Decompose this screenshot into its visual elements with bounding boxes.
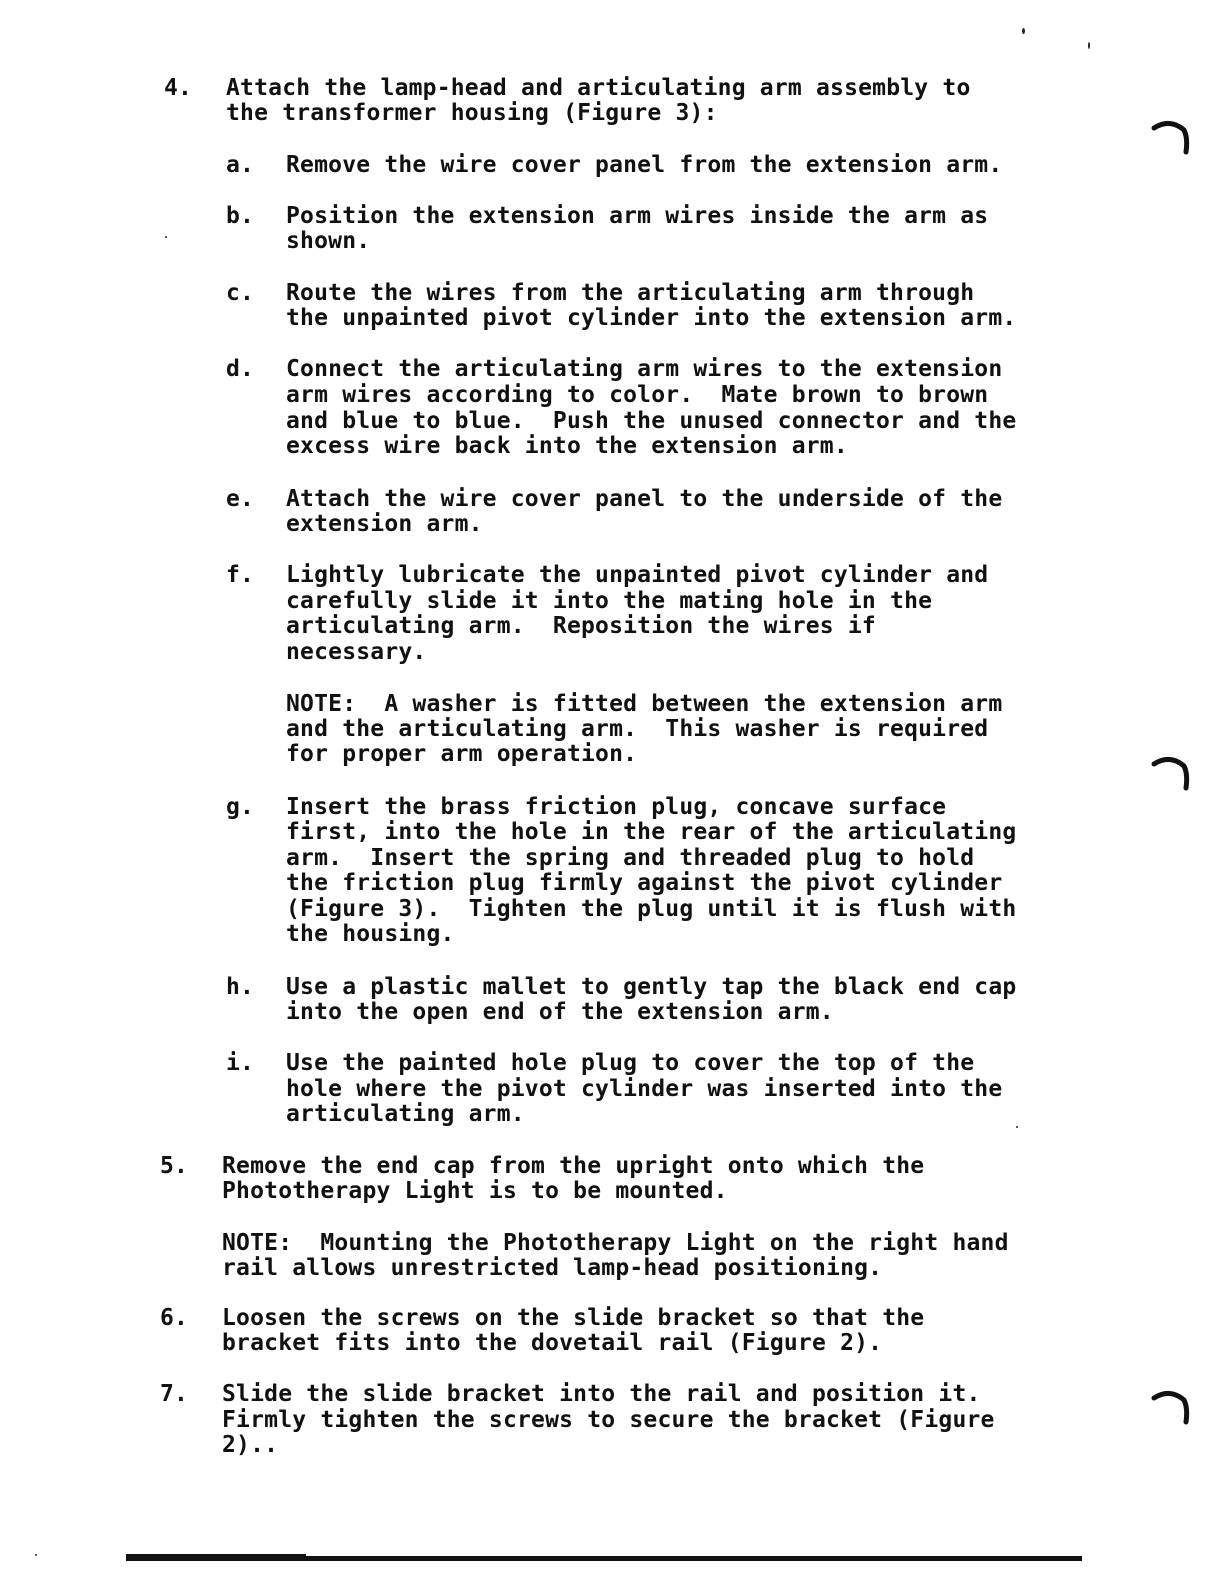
substep-c-line-2: the unpainted pivot cylinder into the extension arm. [286,305,1017,331]
substep-e-line-2: extension arm. [286,511,483,537]
step-7-line-3: 2).. [222,1432,279,1458]
substep-h-line-1: Use a plastic mallet to gently tap the black end cap [286,974,1017,1000]
punch-hole-mark-bottom [1150,1388,1190,1428]
step-4-line-1: Attach the lamp-head and articulating arm assembly to [226,75,971,101]
substep-i-line-1: Use the painted hole plug to cover the top of the [286,1050,975,1076]
substep-d-line-2: arm wires according to color. Mate brown to brown [286,382,989,408]
note-washer-line-1: NOTE: A washer is fitted between the extension arm [286,691,1003,717]
substep-f-line-2: carefully slide it into the mating hole in the [286,588,933,614]
step-4-number: 4. [164,75,193,101]
punch-hole-mark-middle [1150,754,1190,794]
substep-c-line-1: Route the wires from the articulating arm through [286,280,975,306]
step-5-line-1: Remove the end cap from the upright onto which the [222,1153,925,1179]
substep-b-line-2: shown. [286,228,371,254]
substep-g-line-1: Insert the brass friction plug, concave surface [286,794,947,820]
substep-a-letter: a. [226,152,255,178]
substep-c-letter: c. [226,280,255,306]
substep-b-line-1: Position the extension arm wires inside the arm as [286,203,989,229]
note-mounting-line-1: NOTE: Mounting the Phototherapy Light on the right hand [222,1230,1009,1256]
substep-h-letter: h. [226,974,255,1000]
substep-g-letter: g. [226,794,255,820]
substep-f-line-3: articulating arm. Reposition the wires if [286,613,876,639]
substep-f-line-4: necessary. [286,639,427,665]
substep-b-letter: b. [226,203,255,229]
step-4-line-2: the transformer housing (Figure 3): [226,100,718,126]
substep-g-line-5: (Figure 3). Tighten the plug until it is flush with [286,896,1017,922]
note-washer-line-2: and the articulating arm. This washer is required [286,716,989,742]
substep-g-line-3: arm. Insert the spring and threaded plug to hold [286,845,975,871]
substep-h-line-2: into the open end of the extension arm. [286,999,834,1025]
step-5-line-2: Phototherapy Light is to be mounted. [222,1178,728,1204]
scan-speck [35,1554,37,1556]
note-mounting-line-2: rail allows unrestricted lamp-head positioning. [222,1255,883,1281]
substep-i-line-3: articulating arm. [286,1101,525,1127]
scan-speck [1088,42,1090,49]
step-6-line-1: Loosen the screws on the slide bracket so that the [222,1305,925,1331]
substep-f-line-1: Lightly lubricate the unpainted pivot cylinder and [286,562,989,588]
step-7-number: 7. [160,1381,189,1407]
step-6-number: 6. [160,1305,189,1331]
step-7-line-1: Slide the slide bracket into the rail and position it. [222,1381,981,1407]
scan-speck [1016,1126,1018,1128]
scan-speck [1022,28,1025,34]
scan-speck [165,236,167,238]
substep-a-line-1: Remove the wire cover panel from the extension arm. [286,152,1003,178]
footer-rule [126,1556,1082,1561]
punch-hole-mark-top [1150,118,1190,158]
step-5-number: 5. [160,1153,189,1179]
substep-e-letter: e. [226,486,255,512]
substep-f-letter: f. [226,562,255,588]
substep-g-line-4: the friction plug firmly against the pivot cylinder [286,870,1003,896]
substep-d-line-1: Connect the articulating arm wires to the extension [286,356,1003,382]
substep-i-line-2: hole where the pivot cylinder was inserted into the [286,1076,1003,1102]
substep-g-line-2: first, into the hole in the rear of the articulating [286,819,1017,845]
substep-e-line-1: Attach the wire cover panel to the underside of the [286,486,1003,512]
substep-d-line-3: and blue to blue. Push the unused connector and the [286,408,1017,434]
substep-d-letter: d. [226,356,255,382]
step-6-line-2: bracket fits into the dovetail rail (Figure 2). [222,1330,883,1356]
substep-d-line-4: excess wire back into the extension arm. [286,433,848,459]
step-7-line-2: Firmly tighten the screws to secure the bracket (Figure [222,1407,995,1433]
note-washer-line-3: for proper arm operation. [286,741,638,767]
substep-g-line-6: the housing. [286,921,455,947]
substep-i-letter: i. [226,1050,255,1076]
